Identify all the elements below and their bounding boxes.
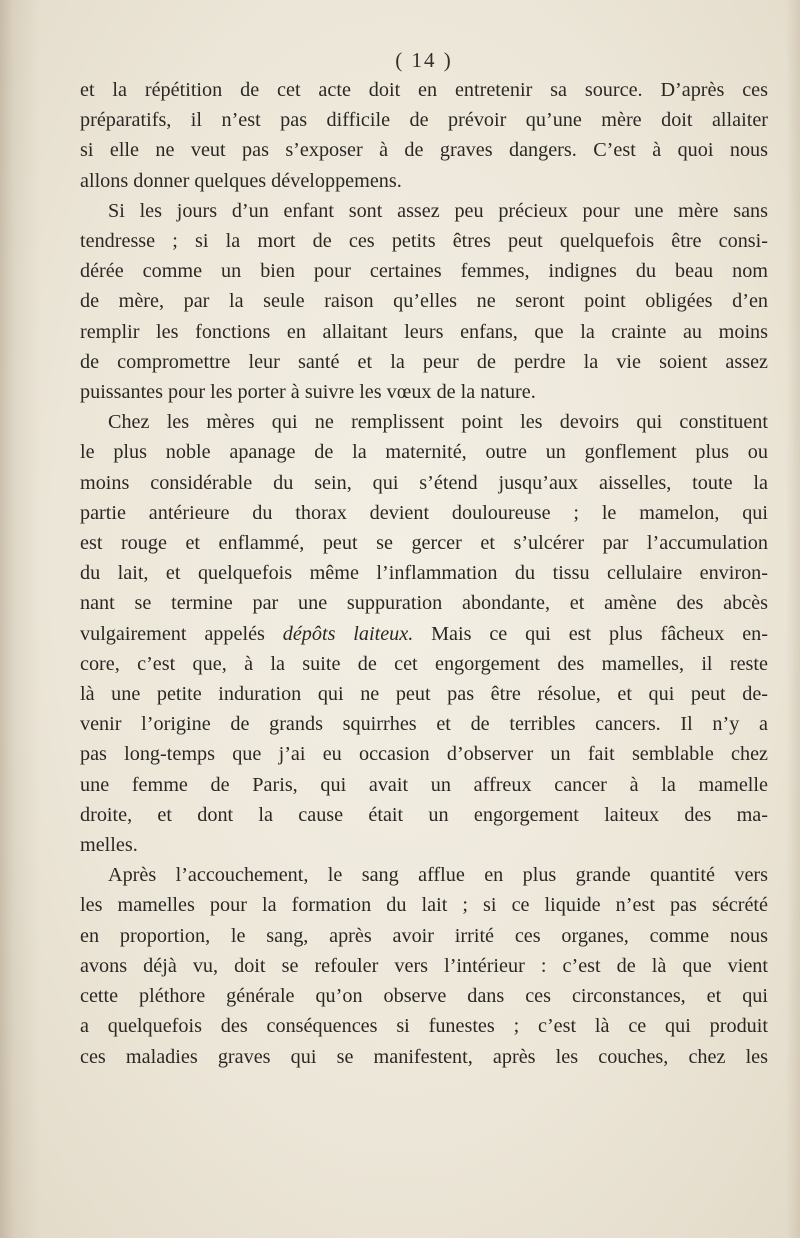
text-line: est rouge et enflammé, peut se gercer et s’ulcérer par l’accumulation <box>80 532 768 555</box>
text-line: melles. <box>80 834 138 857</box>
text-line: Si les jours d’un enfant sont assez peu précieux pour une mère sans <box>108 199 768 222</box>
text-line: de mère, par la seule raison qu’elles ne seront point obligées d’en <box>80 290 768 313</box>
text-line: de compromettre leur santé et la peur de perdre la vie soient assez <box>80 350 768 373</box>
text-line: les mamelles pour la formation du lait ; si ce liquide n’est pas sécrété <box>80 894 768 917</box>
text-line: partie antérieure du thorax devient douloureuse ; le mamelon, qui <box>80 501 768 524</box>
text-line: Après l’accouchement, le sang afflue en plus grande quantité vers <box>108 864 768 887</box>
text-line: là une petite induration qui ne peut pas être résolue, et qui peut de- <box>80 683 768 706</box>
text-line: tendresse ; si la mort de ces petits êtres peut quelquefois être consi- <box>80 230 768 253</box>
text-line: ces maladies graves qui se manifestent, après les couches, chez les <box>80 1045 768 1068</box>
paragraph-4 <box>80 860 768 1071</box>
text-line: le plus noble apanage de la maternité, outre un gonflement plus ou <box>80 441 768 464</box>
text-line: nant se termine par une suppuration abondante, et amène des abcès <box>80 592 768 615</box>
text-line: moins considérable du sein, qui s’étend jusqu’aux aisselles, toute la <box>80 471 768 494</box>
text-line: avons déjà vu, doit se refouler vers l’intérieur : c’est de là que vient <box>80 954 768 977</box>
text-line: pas long-temps que j’ai eu occasion d’observer un fait semblable chez <box>80 743 768 766</box>
text-line: Chez les mères qui ne remplissent point les devoirs qui constituent <box>108 411 768 434</box>
paragraph-2 <box>80 196 768 407</box>
text-line: a quelquefois des conséquences si funestes ; c’est là ce qui produit <box>80 1015 768 1038</box>
page-content <box>80 40 768 1100</box>
page-edge-shadow <box>786 0 800 1238</box>
text-line: allons donner quelques développemens. <box>80 169 402 192</box>
text-line: du lait, et quelquefois même l’inflammation du tissu cellulaire environ- <box>80 562 768 585</box>
text-line: droite, et dont la cause était un engorgement laiteux des ma- <box>80 803 768 826</box>
text-line: puissantes pour les porter à suivre les vœux de la nature. <box>80 381 536 404</box>
paragraph-1 <box>80 75 768 196</box>
text-line: venir l’origine de grands squirrhes et de terribles cancers. Il n’y a <box>80 713 768 736</box>
text-line: remplir les fonctions en allaitant leurs enfans, que la crainte au moins <box>80 320 768 343</box>
text-line: cette pléthore générale qu’on observe dans ces circonstances, et qui <box>80 985 768 1008</box>
paragraph-3 <box>80 407 768 860</box>
text-line: dérée comme un bien pour certaines femmes, indignes du beau nom <box>80 260 768 283</box>
text-line: vulgairement appelés dépôts laiteux. Mais ce qui est plus fâcheux en- <box>80 622 768 645</box>
text-line: core, c’est que, à la suite de cet engorgement des mamelles, il reste <box>80 652 768 675</box>
text-line: préparatifs, il n’est pas difficile de prévoir qu’une mère doit allaiter <box>80 109 768 132</box>
italic-term: dépôts laiteux. <box>282 622 414 645</box>
text-line: et la répétition de cet acte doit en entretenir sa source. D’après ces <box>80 79 768 101</box>
text-line: si elle ne veut pas s’exposer à de graves dangers. C’est à quoi nous <box>80 139 768 162</box>
page-number: ( 14 ) <box>395 48 453 72</box>
text-line: une femme de Paris, qui avait un affreux cancer à la mamelle <box>80 773 768 796</box>
text-line: en proportion, le sang, après avoir irrité ces organes, comme nous <box>80 924 768 947</box>
